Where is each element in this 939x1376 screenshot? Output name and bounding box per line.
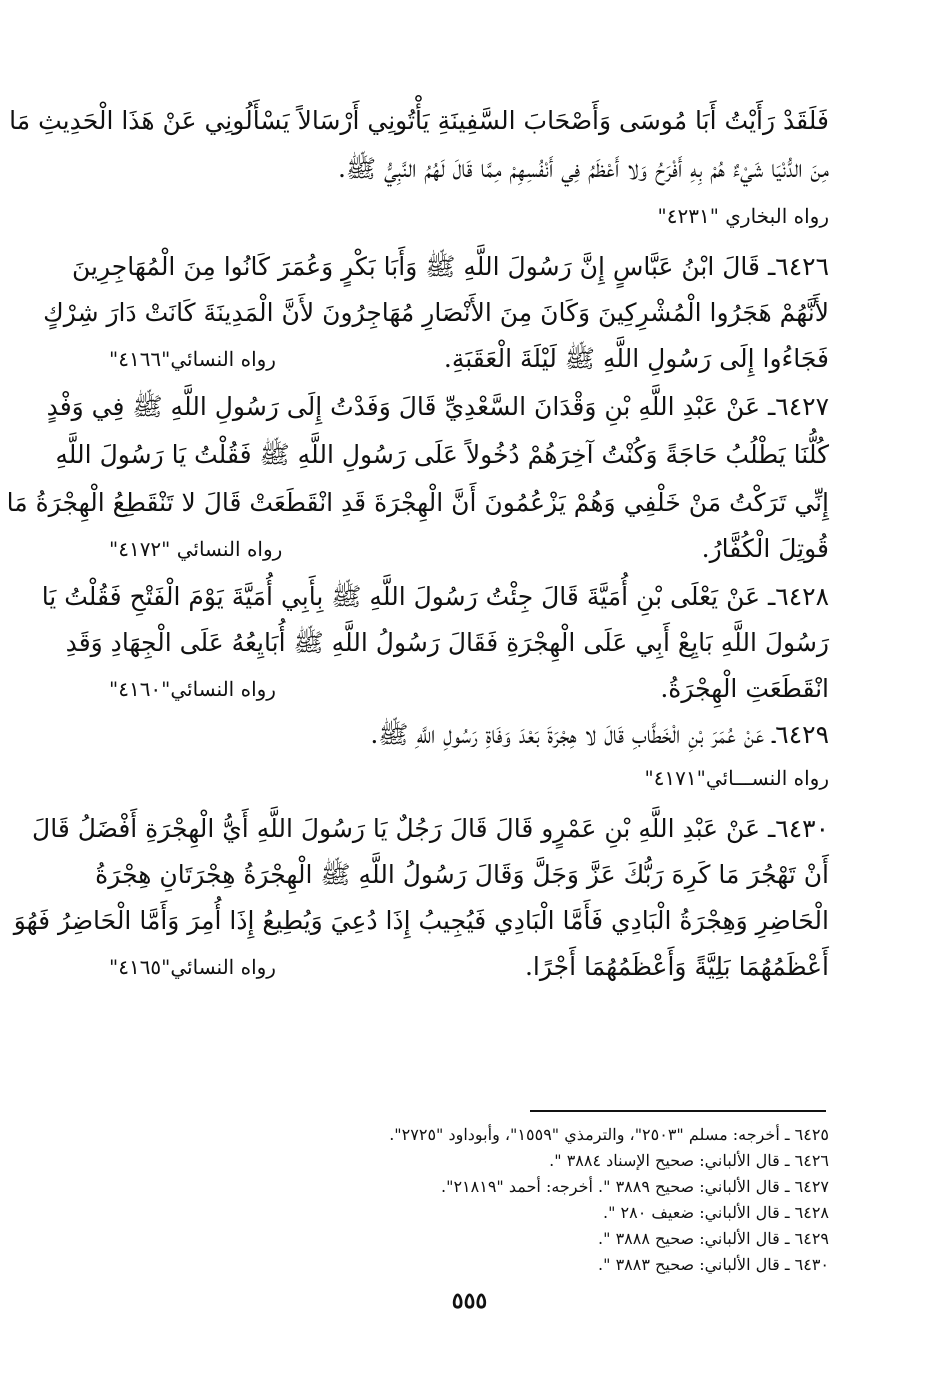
hadith-6428-text-end: انْقَطَعَتِ الْهِجْرَةُ. bbox=[660, 674, 829, 703]
hadith-6430-reference: رواه النسائي"٤١٦٥" bbox=[109, 955, 276, 979]
footnote-6427: ٦٤٢٧ ـ قال الألباني: صحيح ٣٨٨٩ ". أخرجه: أحمد "٢١٨١٩". bbox=[441, 1177, 829, 1196]
hadith-6425-reference: رواه البخاري "٤٢٣١" bbox=[657, 204, 829, 228]
footnote-6429: ٦٤٢٩ ـ قال الألباني: صحيح ٣٨٨٨ ". bbox=[598, 1229, 829, 1248]
hadith-6427-line-3: إِنِّي تَرَكْتُ مَنْ خَلْفِي وَهُمْ يَزْعُمُونَ أَنَّ الْهِجْرَةَ قَدِ انْقَطَعَتْ قَالَ لا تَنْقَطِعُ الْهِجْرَةُ مَا bbox=[6, 488, 829, 517]
hadith-6425-line-2: مِنَ الدُّنْيَا شَيْءٌ هُمْ بِهِ أَفْرَحُ وَلا أَعْظَمُ فِي أَنْفُسِهِمْ مِمَّا قَالَ لَهُمُ النَّبِيُّ ﷺ. bbox=[337, 154, 829, 183]
hadith-6425-line-1: فَلَقَدْ رَأَيْتُ أَبَا مُوسَى وَأَصْحَابَ السَّفِينَةِ يَأْتُونِي أَرْسَالاً يَسْأَلُونِي عَنْ هَذَا الْحَدِيثِ مَا bbox=[9, 106, 829, 135]
hadith-6428-line-2: رَسُولَ اللَّهِ بَايِعْ أَبِي عَلَى الْهِجْرَةِ فَقَالَ رَسُولُ اللَّهِ ﷺ أُبَايِعُهُ عَلَى الْجِهَادِ وَقَدِ bbox=[65, 628, 829, 657]
hadith-6427-line-2: كُلُّنَا يَطْلُبُ حَاجَةً وَكُنْتُ آخِرَهُمْ دُخُولاً عَلَى رَسُولِ اللَّهِ ﷺ فَقُلْتُ يَا رَسُولَ اللَّهِ bbox=[55, 440, 829, 469]
footnote-6430: ٦٤٣٠ ـ قال الألباني: صحيح ٣٨٨٣ ". bbox=[598, 1255, 829, 1274]
hadith-6426-reference: رواه النسائي"٤١٦٦" bbox=[109, 347, 276, 371]
hadith-6427-line-1: ٦٤٢٧ـ عَنْ عَبْدِ اللَّهِ بْنِ وَقْدَانَ السَّعْدِيِّ قَالَ وَفَدْتُ إِلَى رَسُولِ اللَّهِ ﷺ فِي وَفْدٍ bbox=[46, 392, 829, 421]
hadith-6426-text-end: فَجَاءُوا إِلَى رَسُولِ اللَّهِ ﷺ لَيْلَةَ الْعَقَبَةِ. bbox=[443, 344, 829, 373]
hadith-6428-line-3 bbox=[109, 666, 829, 712]
footnote-6428: ٦٤٢٨ ـ قال الألباني: ضعيف ٢٨٠ ". bbox=[603, 1203, 829, 1222]
footnote-6426: ٦٤٢٦ ـ قال الألباني: صحيح الإسناد ٣٨٨٤ ". bbox=[549, 1151, 829, 1170]
hadith-6427-reference: رواه النسائي "٤١٧٢" bbox=[109, 537, 283, 561]
hadith-6427-line-4 bbox=[109, 526, 829, 572]
hadith-6426-line-2: لأَنَّهُمْ هَجَرُوا الْمُشْرِكِينَ وَكَانَ مِنَ الأَنْصَارِ مُهَاجِرُونَ لأَنَّ الْمَدِينَةَ كَانَتْ دَارَ شِرْكٍ bbox=[43, 298, 829, 327]
page-number: ٥٥٥ bbox=[451, 1288, 488, 1314]
hadith-6428-reference: رواه النسائي"٤١٦٠" bbox=[109, 677, 276, 701]
hadith-6430-line-1: ٦٤٣٠ـ عَنْ عَبْدِ اللَّهِ بْنِ عَمْرٍو قَالَ قَالَ رَجُلٌ يَا رَسُولَ اللَّهِ أَيُّ الْهِجْرَةِ أَفْضَلُ قَالَ bbox=[32, 814, 829, 843]
footnote-separator bbox=[530, 1110, 826, 1112]
hadith-6426-line-3 bbox=[109, 336, 829, 382]
hadith-6430-text-end: أَعْظَمُهُمَا بَلِيَّةً وَأَعْظَمُهُمَا أَجْرًا. bbox=[524, 952, 829, 981]
footnote-6425: ٦٤٢٥ ـ أخرجه: مسلم "٢٥٠٣"، والترمذي "١٥٥٩"، وأبوداود "٢٧٢٥". bbox=[389, 1125, 829, 1144]
hadith-6430-line-2: أَنْ تَهْجُرَ مَا كَرِهَ رَبُّكَ عَزَّ وَجَلَّ وَقَالَ رَسُولُ اللَّهِ ﷺ الْهِجْرَةُ هِجْرَتَانِ هِجْرَةُ bbox=[95, 860, 829, 889]
hadith-6426-line-1: ٦٤٢٦ـ قَالَ ابْنُ عَبَّاسٍ إِنَّ رَسُولَ اللَّهِ ﷺ وَأَبَا بَكْرٍ وَعُمَرَ كَانُوا مِنَ الْمُهَاجِرِينَ bbox=[71, 252, 829, 281]
hadith-6429-reference: رواه النســـائي"٤١٧١" bbox=[644, 766, 829, 790]
hadith-6429-line-1: ٦٤٢٩ـ عَنْ عُمَرَ بْنِ الْخَطَّابِ قَالَ لا هِجْرَةَ بَعْدَ وَفَاةِ رَسُولِ اللَّهِ ﷺ. bbox=[370, 720, 829, 749]
hadith-6430-line-3: الْحَاضِرِ وَهِجْرَةُ الْبَادِي فَأَمَّا الْبَادِي فَيُجِيبُ إِذَا دُعِيَ وَيُطِيعُ إِذَا أُمِرَ وَأَمَّا الْحَاضِرُ فَهُوَ bbox=[13, 906, 829, 935]
hadith-6427-text-end: قُوتِلَ الْكُفَّارُ. bbox=[701, 534, 829, 563]
hadith-6428-line-1: ٦٤٢٨ـ عَنْ يَعْلَى بْنِ أُمَيَّةَ قَالَ جِئْتُ رَسُولَ اللَّهِ ﷺ بِأَبِي أُمَيَّةَ يَوْمَ الْفَتْحِ فَقُلْتُ يَا bbox=[41, 582, 829, 611]
hadith-6430-line-4 bbox=[109, 944, 829, 990]
